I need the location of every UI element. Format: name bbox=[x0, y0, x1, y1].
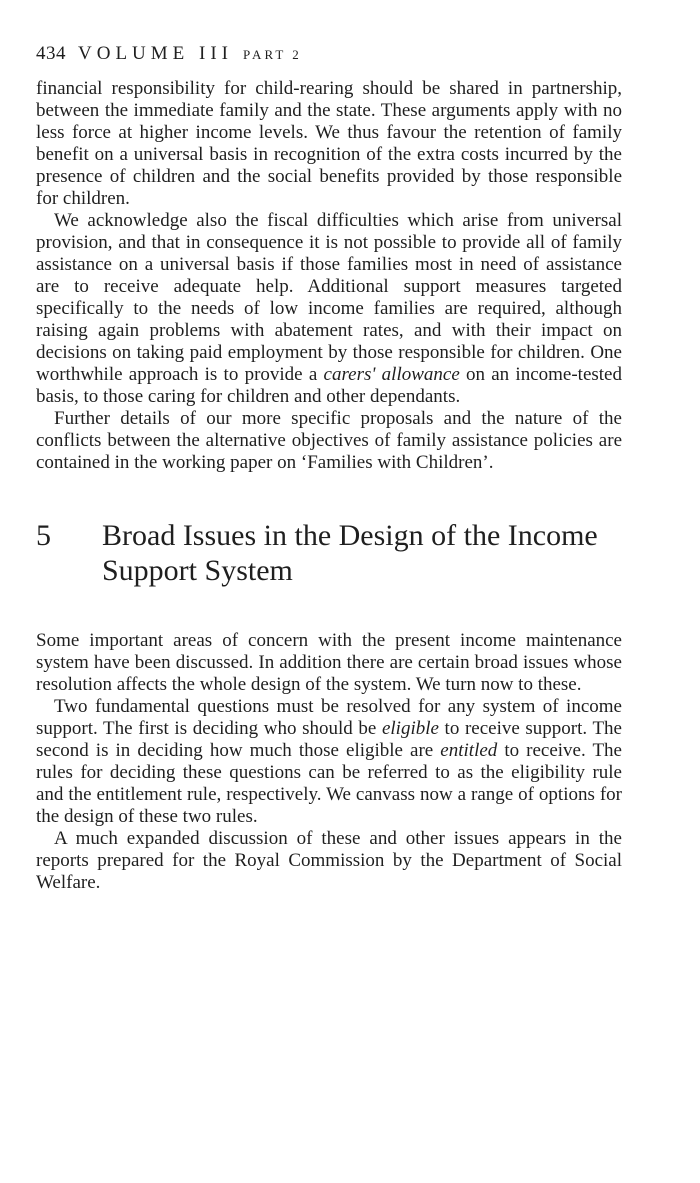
section-title: Broad Issues in the Design of the Income Support System bbox=[102, 519, 598, 587]
volume-label: VOLUME III bbox=[78, 43, 234, 64]
paragraph-areas-of-concern: Some important areas of concern with the present income maintenance system have been discussed. In addition there are certain broad issues whose resolution affects the whole design of the system. We turn now to these. bbox=[36, 630, 622, 695]
paragraph-fiscal-difficulties: We acknowledge also the fiscal difficulties which arise from universal provision, and that in consequence it is not possible to provide all of family assistance on a universal basis if those families most in need of assistance are to receive adequate help. Additional support measures targeted specifically to the needs of low income families are required, although raising again problems with abatement rates, and with their impact on decisions on taking paid employment by those responsible for children. One worthwhile approach is to provide a carers' allowance on an income-tested basis, to those caring for children and other dependants. bbox=[36, 210, 622, 407]
page-number: 434 bbox=[36, 43, 66, 64]
paragraph-fundamental-questions: Two fundamental questions must be resolved for any system of income support. The first is deciding who should be eligible to receive support. The second is in deciding how much those eligible are entitled to receive. The rules for deciding these questions can be referred to as the eligibility rule and the entitlement rule, respectively. We canvass now a range of options for the design of these two rules. bbox=[36, 696, 622, 827]
emphasis-entitled: entitled bbox=[440, 740, 498, 761]
paragraph-further-details: Further details of our more specific proposals and the nature of the conflicts between the alternative objectives of family assistance policies are contained in the working paper on ‘Families with Children’. bbox=[36, 408, 622, 473]
paragraph-expanded-discussion: A much expanded discussion of these and other issues appears in the reports prepared for the Royal Commission by the Department of Social Welfare. bbox=[36, 828, 622, 893]
section-heading bbox=[36, 518, 622, 588]
document-page bbox=[36, 40, 622, 894]
section-number: 5 bbox=[36, 519, 51, 552]
running-head bbox=[36, 40, 622, 68]
part-label: PART 2 bbox=[243, 47, 302, 62]
emphasis-carers-allowance: carers' allowance bbox=[323, 364, 460, 385]
emphasis-eligible: eligible bbox=[381, 718, 439, 739]
paragraph-family-benefit: financial responsibility for child-rearing should be shared in partnership, between the immediate family and the state. These arguments apply with no less force at higher income levels. We thus favour the retention of family benefit on a universal basis in recognition of the extra costs incurred by the presence of children and the social benefits provided by those responsible for children. bbox=[36, 78, 622, 209]
